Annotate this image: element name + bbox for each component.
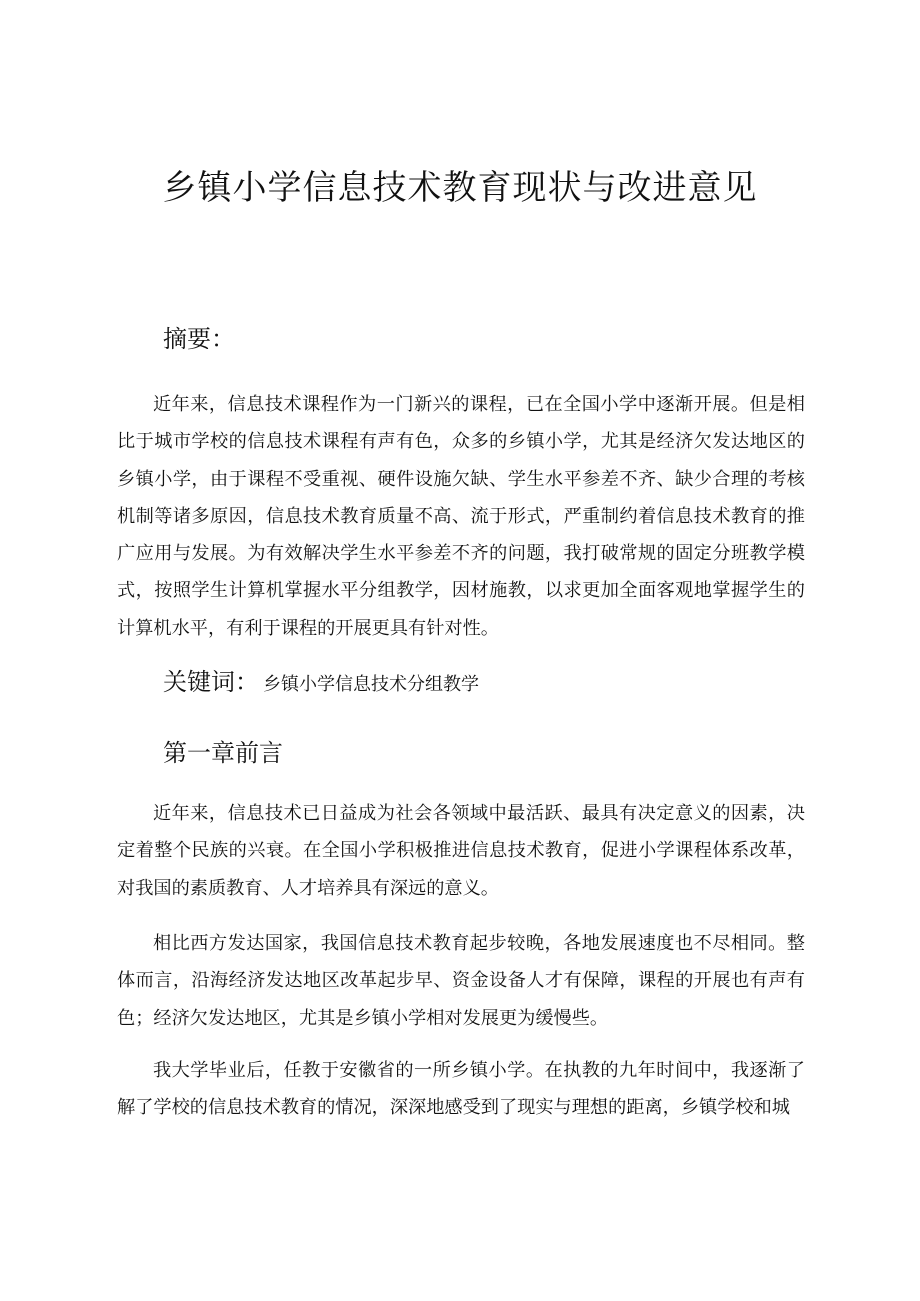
chapter-heading: 第一章前言 bbox=[163, 739, 283, 767]
body-paragraph-2: 相比西方发达国家，我国信息技术教育起步较晚，各地发展速度也不尽相同。整体而言，沿海经济发达地区改革起步早、资金设备人才有保障，课程的开展也有声有色；经济欠发达地区，尤其是乡镇小学相对发展更为缓慢些。 bbox=[117, 933, 805, 1029]
document-title: 乡镇小学信息技术教育现状与改进意见 bbox=[162, 168, 758, 208]
body-paragraph-3: 我大学毕业后，任教于安徽省的一所乡镇小学。在执教的九年时间中，我逐渐了解了学校的信息技术教育的情况，深深地感受到了现实与理想的距离，乡镇学校和城 bbox=[117, 1060, 805, 1119]
keywords-line bbox=[163, 665, 479, 702]
keywords-label: 关键词： bbox=[163, 668, 259, 696]
abstract-paragraph: 近年来，信息技术课程作为一门新兴的课程，已在全国小学中逐渐开展。但是相比于城市学校的信息技术课程有声有色，众多的乡镇小学，尤其是经济欠发达地区的乡镇小学，由于课程不受重视、硬件设施欠缺、学生水平参差不齐、缺少合理的考核机制等诸多原因，信息技术教育质量不高、流于形式，严重制约着信息技术教育的推广应用与发展。为有效解决学生水平参差不齐的问题，我打破常规的固定分班教学模式，按照学生计算机掌握水平分组教学，因材施教，以求更加全面客观地掌握学生的计算机水平，有利于课程的开展更具有针对性。 bbox=[117, 394, 805, 639]
abstract-heading: 摘要： bbox=[163, 325, 235, 353]
body-paragraph-1: 近年来，信息技术已日益成为社会各领域中最活跃、最具有决定意义的因素，决定着整个民族的兴衰。在全国小学积极推进信息技术教育，促进小学课程体系改革，对我国的素质教育、人才培养具有深远的意义。 bbox=[117, 803, 805, 899]
keywords-text: 乡镇小学信息技术分组教学 bbox=[263, 674, 479, 695]
